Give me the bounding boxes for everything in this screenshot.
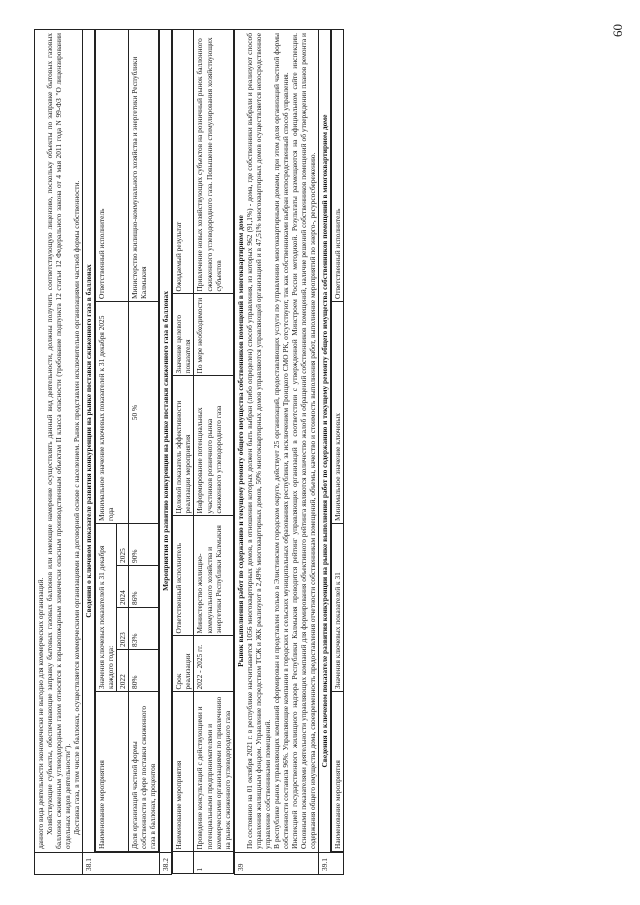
paragraph: По состоянию на 01 октября 2021 г. в республике насчитывается 1056 многоквартирных домов, в отношении которых должен быть выбран (либо определен) способ управления, из которых 962 (91,1%) - дома, где собственники выбрали и реализуют способ управления жилищным фондом. Управление посредством ТСЖ и ЖК реализуют в 2,49% многоквартирных домов, 50% многоквартирных домов управляются управляющей организацией и в 47,51% многоквартирных домов осуществляется непосредственное управление собственниками помещений. — [244, 33, 272, 849]
kpi-value: 80% — [129, 650, 159, 692]
section-39-1-heading-row — [318, 30, 330, 875]
top-paragraph-row — [35, 30, 83, 875]
col-min-header: Минимальное значение ключевых — [331, 302, 343, 524]
col-name-header: Наименование мероприятия — [96, 692, 129, 852]
col-result-header: Ожидаемый результат — [173, 30, 194, 294]
document-table — [34, 29, 344, 875]
year-header: 2025 — [117, 523, 129, 565]
paragraph: В республике рынок управляющих компаний сформирован и представлен только в Элистинском городском округе, действует 25 организаций, предоставляющих услуги по управлению многоквартирными домами, при этом доля организаций частной формы собственности составила 96%. Управляющие компании в городских и сельских муниципальных образованиях республики, за исключением Троицкого СМО РК, отсутствуют, так как собственниками выбран непосредственный способ управления. — [271, 33, 290, 849]
col-exec-header: Ответственный исполнитель — [96, 30, 129, 301]
measure-name: Проведение консультаций с действующими и потенциальными предпринимателями и коммерческими организациями по привлечению на рынок сжиженного углеводородного газа — [194, 692, 233, 852]
section-number: 39.1 — [318, 853, 344, 875]
section-38-2-table-row — [172, 30, 234, 875]
section-number: 39 — [234, 853, 318, 875]
measure-result: Привлечение новых хозяйствующих субъектов на розничный рынок баллонного сжиженного углеводородного газа. Повышение стимулирования хозяйствующих субъектов — [194, 30, 233, 294]
section-38-2-heading-row — [160, 30, 172, 875]
section-39-1-table-row — [330, 30, 344, 875]
col-values-header: Значения ключевых показателей к 31 — [331, 524, 343, 692]
col-indicator-header: Целевой показатель эффективности реализации мероприятия — [173, 376, 194, 516]
measure-indicator: Информирование потенциальных участников розничного рынка сжиженного углеводородного газа — [194, 376, 233, 516]
section-heading: Сведения о ключевом показателе развития конкуренции на рынке выполнения работ по содержанию и текущему ремонту общего имущества собственников помещений в многоквартирном доме — [318, 30, 330, 853]
col-values-header: Значения ключевых показателей к 31 декабря каждого года: — [96, 523, 117, 691]
paragraph: Инспекцией государственного жилищного надзора Республики Калмыкия проводится рейтинг управляющих организаций в соответствии с утвержденной Минстроем России методикой. Результаты размещаются на официальном сайте инспекции. Основными показателями деятельности управляющих компаний для формирования объективного рейтинга являются количество жалоб и обращений собственников помещений, наличие решений собственников помещений об утверждении планов ремонта и содержания общего имущества дома, своевременность предоставления отчетности собственникам помещений, объемы, качество и стоимость выполнения работ, выполнение мероприятий по энерго-, ресурсосбережению. — [289, 33, 317, 849]
kpi-min: 50 % — [129, 301, 159, 523]
kpi-value: 86% — [129, 566, 159, 608]
section-number: 38.1 — [83, 853, 160, 875]
section-38-1-heading-row — [83, 30, 95, 875]
paragraph-1: данного вида деятельности экономически не выгодно для коммерческих организаций. — [36, 577, 45, 849]
year-header: 2023 — [117, 608, 129, 650]
row-number: 1 — [194, 852, 233, 874]
kpi-name: Доля организаций частной формы собственности в сфере поставки сжиженного газа в баллонах, процентов — [129, 692, 159, 852]
col-min-header: Минимальное значение ключевых показателей к 31 декабря 2025 года — [96, 301, 129, 523]
measure-value: По мере необходимости — [194, 294, 233, 376]
section-heading: Мероприятия по развитию конкуренции на рынке поставки сжиженного газа в баллонах — [160, 30, 172, 853]
paragraph-3: Доставка газа, в том числе в баллонах, осуществляется коммерческими организациями на договорной основе с населением. Рынок представлен исключительно организациями частной формы собственности. — [72, 180, 82, 835]
col-exec-header: Ответственный исполнитель — [331, 30, 343, 302]
section-38-1-table-row — [95, 30, 160, 875]
col-exec-header: Ответственный исполнитель — [173, 516, 194, 636]
year-header: 2022 — [117, 650, 129, 692]
measures-table-38-2 — [172, 30, 233, 875]
kpi-value: 83% — [129, 608, 159, 650]
kpi-table-39-1 — [331, 30, 344, 853]
year-header: 2024 — [117, 566, 129, 608]
kpi-value: 90% — [129, 523, 159, 565]
paragraph-2: Хозяйствующие субъекты, обеспечивающие заправку бытовых газовых баллонов или имеющие намерение осуществлять данный вид деятельности, должны получить соответствующую лицензию, поскольку объекты по заправке бытовых газовых баллонов сжиженным углеводородным газом относятся к взрывопожарным химически опасным производственным объектам II класса опасности (требование подпункта 12 статьи 12 Федерального закона от 4 мая 2011 года N 99-ФЗ "О лицензировании отдельных видов деятельности"). — [45, 33, 73, 849]
section-39-row — [234, 30, 318, 875]
col-name-header: Наименование мероприятия — [331, 692, 343, 852]
document-table-area — [34, 29, 606, 875]
col-name-header: Наименование мероприятия — [173, 692, 194, 852]
measure-exec: Министерство жилищно-коммунального хозяйства и энергетики Республики Калмыкия — [194, 516, 233, 636]
page-number: 60 — [610, 24, 625, 37]
col-term-header: Срок реализации — [173, 636, 194, 692]
section-heading: Сведения о ключевом показателе развития конкуренции на рынке поставки сжиженного газа в баллонах — [83, 30, 95, 853]
kpi-exec: Министерство жилищно-коммунального хозяйства и энергетики Республики Калмыкия — [129, 30, 159, 301]
section-heading: Рынок выполнения работ по содержанию и текущему ремонту общего имущества собственников помещений в многоквартирном доме — [235, 215, 245, 667]
col-value-header: Значение целевого показателя — [173, 294, 194, 376]
kpi-table-38-1 — [95, 30, 159, 853]
measure-term: 2022 - 2025 гг. — [194, 636, 233, 692]
section-number: 38.2 — [160, 853, 172, 875]
